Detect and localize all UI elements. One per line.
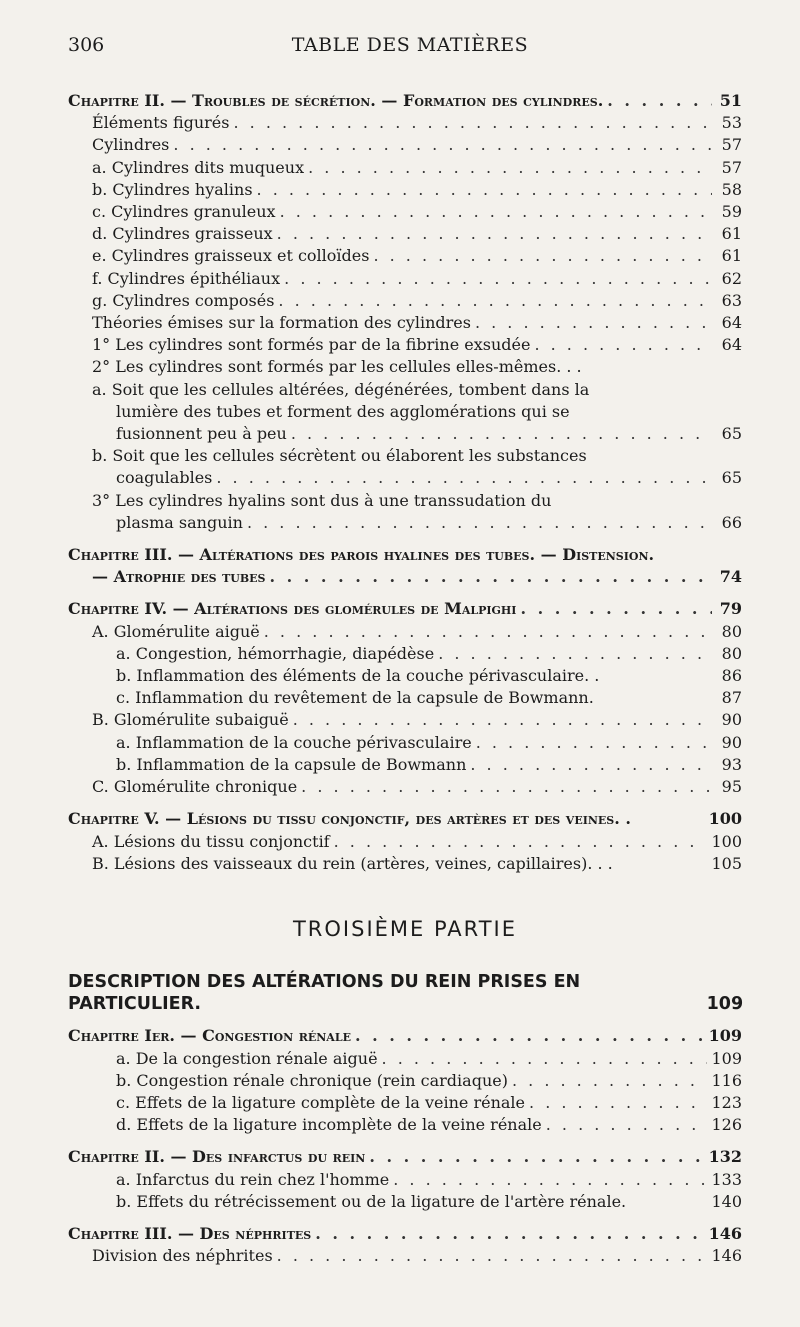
toc-entry-page: 123 bbox=[711, 1092, 742, 1112]
toc-entry-text: a. Inflammation de la couche périvasculaire bbox=[116, 732, 472, 752]
toc-entry-text: 3° Les cylindres hyalins sont dus à une transsudation du bbox=[92, 490, 552, 510]
toc-entry-page: 90 bbox=[721, 710, 742, 730]
toc-entry bbox=[68, 1223, 742, 1245]
toc-entry-page: 58 bbox=[721, 179, 742, 199]
toc-group-chapter-4 bbox=[68, 598, 742, 798]
toc-entry-text: Chapitre III. — Altérations des parois hyalines des tubes. — Distension. bbox=[68, 545, 655, 565]
toc-entry bbox=[68, 1245, 742, 1267]
toc-entry-text: Chapitre V. — Lésions du tissu conjonctif, des artères et des veines. . bbox=[68, 809, 631, 829]
toc-entry-text: Cylindres bbox=[92, 135, 170, 155]
toc-entry-page: 74 bbox=[719, 567, 742, 587]
dot-leader bbox=[216, 467, 712, 489]
toc-entry-text: Chapitre II. — Des infarctus du rein bbox=[68, 1147, 366, 1167]
toc-entry-text: b. Effets du rétrécissement ou de la ligature de l'artère rénale. bbox=[116, 1191, 627, 1211]
toc-entry-page: 59 bbox=[721, 202, 742, 222]
toc-entry bbox=[68, 490, 742, 512]
dot-leader bbox=[470, 754, 712, 776]
part-entry-page: 109 bbox=[706, 994, 744, 1015]
toc-entry bbox=[68, 808, 742, 830]
dot-leader bbox=[382, 1048, 708, 1070]
dot-leader bbox=[393, 1169, 707, 1191]
toc-entry bbox=[68, 157, 742, 179]
toc-entry-page: 57 bbox=[721, 135, 742, 155]
toc-entry-page: 66 bbox=[721, 512, 742, 532]
dot-leader bbox=[334, 831, 708, 853]
dot-leader bbox=[284, 268, 712, 290]
toc-entry-page: 95 bbox=[721, 777, 742, 797]
dot-leader bbox=[512, 1070, 707, 1092]
toc-entry-text: c. Effets de la ligature complète de la veine rénale bbox=[116, 1092, 526, 1112]
toc-entry-page: 86 bbox=[721, 666, 742, 686]
toc-entry bbox=[68, 598, 742, 620]
dot-leader bbox=[546, 1114, 708, 1136]
toc-entry bbox=[68, 90, 742, 112]
dot-leader bbox=[173, 134, 712, 156]
toc-entry-text: b. Inflammation de la capsule de Bowmann bbox=[116, 754, 467, 774]
toc-group-part3-chapter-1 bbox=[68, 1025, 742, 1136]
toc-entry bbox=[68, 1048, 742, 1070]
dot-leader bbox=[291, 423, 712, 445]
toc-entry bbox=[68, 423, 742, 445]
toc-entry-text: Chapitre III. — Des néphrites bbox=[68, 1223, 312, 1243]
toc-entry-text: a. Cylindres dits muqueux bbox=[92, 157, 305, 177]
dot-leader bbox=[475, 312, 712, 334]
toc-entry-text: fusionnent peu à peu bbox=[116, 424, 287, 444]
dot-leader bbox=[520, 598, 712, 620]
toc-entry-text: coagulables bbox=[116, 468, 213, 488]
toc-entry bbox=[68, 268, 742, 290]
toc-entry-text: b. Inflammation des éléments de la couche périvasculaire. . bbox=[116, 666, 600, 686]
toc-entry-text: g. Cylindres composés bbox=[92, 290, 275, 310]
toc-entry-text: A. Lésions du tissu conjonctif bbox=[92, 831, 330, 851]
part-entry-text: DESCRIPTION DES ALTÉRATIONS DU REIN PRISES EN PARTICULIER. bbox=[68, 971, 587, 1015]
toc-entry-page: 146 bbox=[711, 1246, 742, 1266]
dot-leader bbox=[277, 223, 712, 245]
toc-entry-page: 51 bbox=[719, 91, 742, 110]
toc-entry-text: plasma sanguin bbox=[116, 512, 243, 532]
toc-entry bbox=[68, 621, 742, 643]
toc-group-chapter-3 bbox=[68, 544, 742, 588]
toc-entry-text: C. Glomérulite chronique bbox=[92, 777, 298, 797]
dot-leader bbox=[257, 179, 712, 201]
toc-entry bbox=[68, 687, 742, 709]
toc-entry-page: 65 bbox=[721, 424, 742, 444]
toc-entry-page: 116 bbox=[711, 1070, 742, 1090]
toc-entry-page: 90 bbox=[721, 732, 742, 752]
toc-entry-text: d. Cylindres graisseux bbox=[92, 224, 273, 244]
toc-entry-text: c. Inflammation du revêtement de la capsule de Bowmann. bbox=[116, 688, 594, 708]
toc-entry-text: A. Glomérulite aiguë bbox=[92, 621, 260, 641]
dot-leader bbox=[607, 90, 712, 112]
toc-group-chapter-2 bbox=[68, 90, 742, 534]
toc-entry-page: 80 bbox=[721, 643, 742, 663]
toc-entry-page: 100 bbox=[711, 831, 742, 851]
toc-entry-text: f. Cylindres épithéliaux bbox=[92, 268, 281, 288]
toc-entry bbox=[68, 312, 742, 334]
dot-leader bbox=[293, 709, 712, 731]
toc-entry-page: 132 bbox=[708, 1147, 742, 1167]
toc-entry bbox=[68, 709, 742, 731]
toc-entry-page: 100 bbox=[708, 809, 742, 829]
toc-entry bbox=[68, 1025, 742, 1047]
toc-entry-text: b. Soit que les cellules sécrètent ou élaborent les substances bbox=[92, 446, 587, 466]
toc-entry bbox=[68, 245, 742, 267]
toc-entry-page: 65 bbox=[721, 468, 742, 488]
toc-entry bbox=[68, 512, 742, 534]
toc-entry bbox=[68, 831, 742, 853]
toc-entry-page: 126 bbox=[711, 1115, 742, 1135]
toc-entry bbox=[68, 776, 742, 798]
toc-entry-text: Chapitre Ier. — Congestion rénale bbox=[68, 1026, 351, 1046]
toc-entry-page: 140 bbox=[711, 1191, 742, 1211]
toc-entry-page: 146 bbox=[708, 1223, 742, 1243]
part-entry bbox=[68, 971, 742, 1015]
toc-entry-page: 61 bbox=[721, 246, 742, 266]
toc-entry-page: 93 bbox=[721, 754, 742, 774]
dot-leader bbox=[476, 732, 712, 754]
toc-entry-text: e. Cylindres graisseux et colloïdes bbox=[92, 246, 370, 266]
toc-entry bbox=[68, 379, 742, 401]
dot-leader bbox=[438, 643, 712, 665]
toc-entry-page: 79 bbox=[719, 599, 742, 619]
toc-entry bbox=[68, 179, 742, 201]
toc-entry bbox=[68, 544, 742, 566]
toc-entry bbox=[68, 665, 742, 687]
toc-entry-page: 62 bbox=[721, 268, 742, 288]
part-title: TROISIÈME PARTIE bbox=[292, 916, 518, 941]
toc-entry-text: Éléments figurés bbox=[92, 113, 230, 133]
running-title: TABLE DES MATIÈRES bbox=[291, 34, 529, 56]
toc-entry-page: 63 bbox=[721, 290, 742, 310]
toc-entry-text: B. Lésions des vaisseaux du rein (artères, veines, capillaires). . . bbox=[92, 853, 613, 873]
toc-entry bbox=[68, 643, 742, 665]
dot-leader bbox=[270, 566, 713, 588]
dot-leader bbox=[233, 112, 712, 134]
toc-group-part3-chapter-2 bbox=[68, 1146, 742, 1213]
toc-entry bbox=[68, 134, 742, 156]
toc-entry-page: 109 bbox=[711, 1048, 742, 1068]
toc-entry-page: 109 bbox=[708, 1026, 742, 1046]
toc-entry bbox=[68, 112, 742, 134]
toc-entry bbox=[68, 467, 742, 489]
toc-entry bbox=[68, 1114, 742, 1136]
toc-entry-text: lumière des tubes et forment des agglomérations qui se bbox=[116, 401, 570, 421]
toc-entry-text: — Atrophie des tubes bbox=[92, 567, 266, 587]
toc-entry bbox=[68, 1070, 742, 1092]
toc-entry-text: 1° Les cylindres sont formés par de la fibrine exsudée bbox=[92, 335, 531, 355]
toc-entry-text: b. Congestion rénale chronique (rein cardiaque) bbox=[116, 1070, 508, 1090]
toc-entry-text: a. Infarctus du rein chez l'homme bbox=[116, 1169, 390, 1189]
dot-leader bbox=[280, 201, 712, 223]
toc-entry-text: Théories émises sur la formation des cylindres bbox=[92, 313, 471, 333]
toc-entry-text: Chapitre IV. — Altérations des glomérules de Malpighi bbox=[68, 599, 517, 619]
toc-entry-page: 61 bbox=[721, 224, 742, 244]
page-number: 306 bbox=[68, 34, 105, 56]
toc-entry-text: a. Soit que les cellules altérées, dégénérées, tombent dans la bbox=[92, 379, 590, 399]
page-header bbox=[68, 0, 742, 90]
toc-entry-text: c. Cylindres granuleux bbox=[92, 202, 276, 222]
toc-entry bbox=[68, 401, 742, 423]
dot-leader bbox=[264, 621, 712, 643]
toc-entry-text: B. Glomérulite subaiguë bbox=[92, 710, 289, 730]
toc-entry-text: d. Effets de la ligature incomplète de la veine rénale bbox=[116, 1115, 542, 1135]
toc-entry bbox=[68, 1169, 742, 1191]
toc-entry bbox=[68, 1146, 742, 1168]
toc-entry-page: 64 bbox=[721, 335, 742, 355]
toc-entry bbox=[68, 853, 742, 875]
dot-leader bbox=[534, 334, 712, 356]
dot-leader bbox=[278, 290, 712, 312]
dot-leader bbox=[529, 1092, 707, 1114]
toc-entry bbox=[68, 1092, 742, 1114]
toc-entry bbox=[68, 334, 742, 356]
dot-leader bbox=[369, 1146, 704, 1168]
dot-leader bbox=[277, 1245, 708, 1267]
toc-entry-text: a. Congestion, hémorrhagie, diapédèse bbox=[116, 643, 435, 663]
toc-entry-page: 80 bbox=[721, 621, 742, 641]
toc-entry bbox=[68, 290, 742, 312]
toc-entry bbox=[68, 1191, 742, 1213]
toc-entry-text: Chapitre II. — Troubles de sécrétion. — Formation des cylindres. bbox=[68, 91, 604, 110]
toc-entry-text: a. De la congestion rénale aiguë bbox=[116, 1048, 378, 1068]
toc-group-part3-chapter-3 bbox=[68, 1223, 742, 1267]
dot-leader bbox=[308, 157, 712, 179]
toc-entry bbox=[68, 356, 742, 378]
toc-entry bbox=[68, 223, 742, 245]
toc-group-chapter-5 bbox=[68, 808, 742, 875]
dot-leader bbox=[355, 1025, 705, 1047]
toc-entry-text: 2° Les cylindres sont formés par les cellules elles-mêmes. . . bbox=[92, 357, 582, 377]
dot-leader bbox=[247, 512, 712, 534]
toc-entry-page: 87 bbox=[721, 688, 742, 708]
toc-entry-page: 57 bbox=[721, 157, 742, 177]
dot-leader bbox=[301, 776, 712, 798]
toc-entry bbox=[68, 754, 742, 776]
toc-entry-page: 64 bbox=[721, 313, 742, 333]
toc-entry-page: 105 bbox=[711, 853, 742, 873]
toc-entry bbox=[68, 732, 742, 754]
toc-entry-page: 53 bbox=[721, 113, 742, 133]
toc-entry-text: b. Cylindres hyalins bbox=[92, 179, 253, 199]
toc-entry bbox=[68, 201, 742, 223]
toc-entry bbox=[68, 445, 742, 467]
dot-leader bbox=[373, 245, 712, 267]
toc-entry-text: Division des néphrites bbox=[92, 1246, 273, 1266]
toc-entry-page: 133 bbox=[711, 1169, 742, 1189]
toc-entry bbox=[68, 566, 742, 588]
dot-leader bbox=[315, 1223, 704, 1245]
